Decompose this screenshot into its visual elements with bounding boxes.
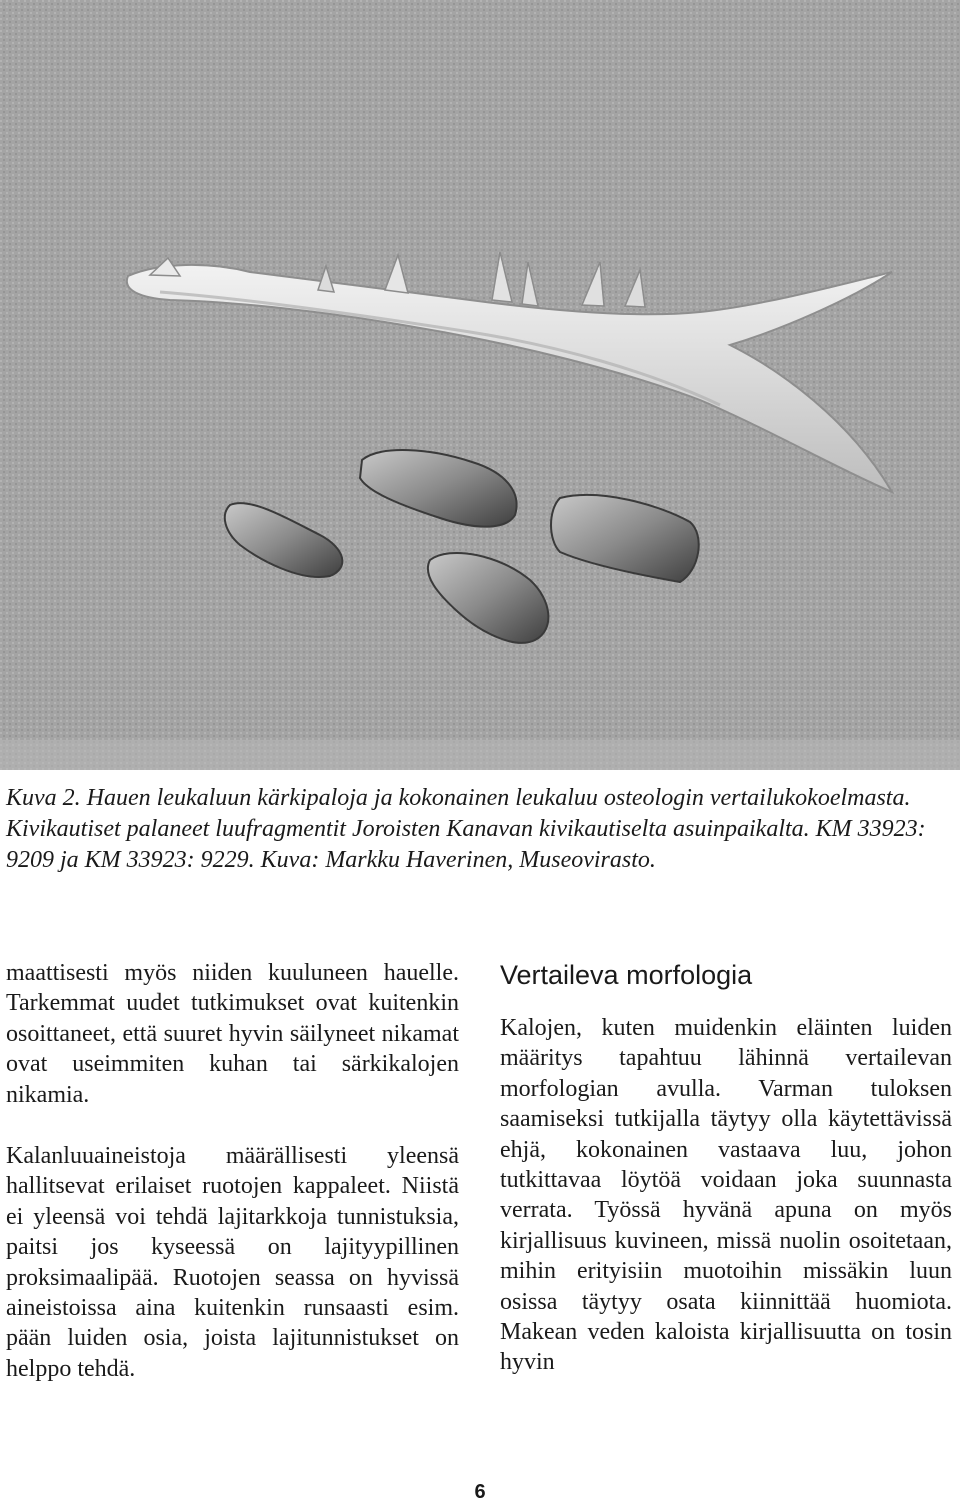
right-column xyxy=(500,958,952,1378)
body-paragraph: Kalanluuaineistoja määrällisesti yleensä hallitsevat erilaiset ruotojen kappaleet. Niistä ei yleensä voi tehdä lajitarkkoja tunnistuksia, paitsi jos kyseessä on lajityypillinen proksimaalipää. Ruotojen seassa on hyvissä aineistoissa aina kuitenkin runsaasti esim. pään luiden osia, joista lajitunnistukset on helppo tehdä. xyxy=(6,1143,459,1382)
left-column xyxy=(6,958,459,1384)
section-heading: Vertaileva morfologia xyxy=(500,960,753,990)
body-paragraph: Kalojen, kuten muidenkin eläinten luiden määritys tapahtuu lähinnä vertailevan morfologian avulla. Varman tuloksen saamiseksi tutkijalla täytyy olla käytettävissä ehjä, kokonainen vastaava luu, johon tutkittavaa löytöä voidaan joka suunnasta verrata. Työssä hyvänä apuna on myös kirjallisuus kuvineen, missä nuolin osoitetaan, mihin erityisiin muotoihin missäkin luun osissa täytyy osata kiinnittää huomiota. Makean veden kaloista kirjallisuutta on tosin hyvin xyxy=(500,1015,952,1376)
figure-caption: Kuva 2. Hauen leukaluun kärkipaloja ja kokonainen leukaluu osteologin vertailukokoelmasta. Kivikautiset palaneet luufragmentit Joroisten Kanavan kivikautiselta asuinpaikalta. KM 33923: 9209 ja KM 33923: 9229. Kuva: Markku Haverinen, Museovirasto. xyxy=(6,785,926,873)
page-number: 6 xyxy=(474,1481,486,1503)
body-paragraph: maattisesti myös niiden kuuluneen hauelle. Tarkemmat uudet tutkimukset ovat kuitenkin osoittaneet, että suuret hyvin säilyneet nikamat ovat useimmiten kuhan tai särkikalojen nikamia. xyxy=(6,960,459,1108)
